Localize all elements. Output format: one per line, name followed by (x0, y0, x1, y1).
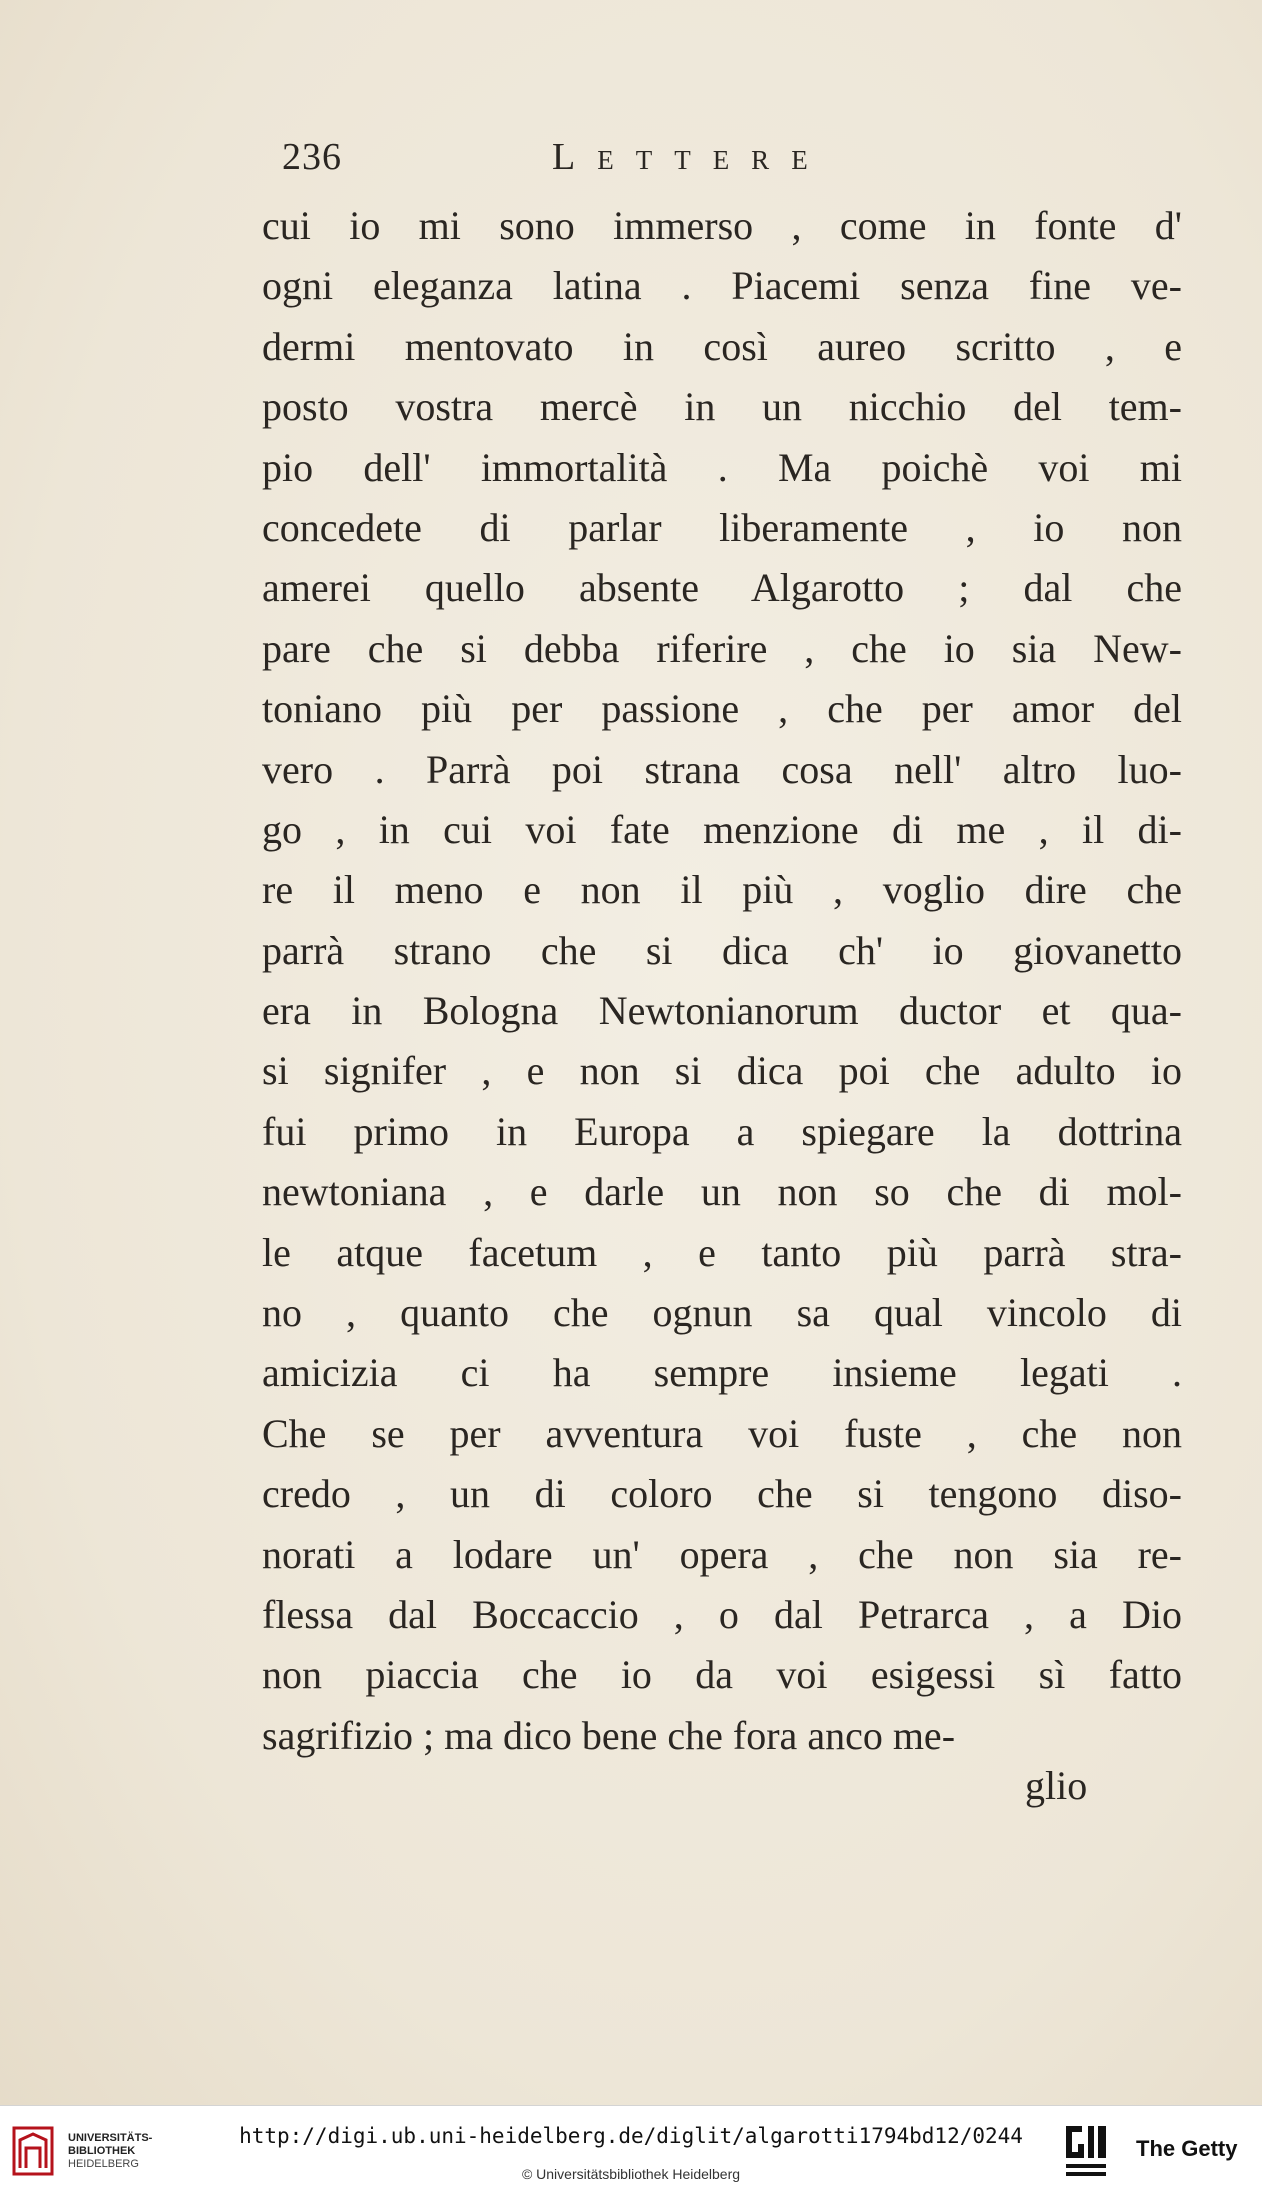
text-line: Che se per avventura voi fuste , che non (262, 1410, 1182, 1456)
text-line: si signifer , e non si dica poi che adulto io (262, 1048, 1182, 1094)
text-line: go , in cui voi fate menzione di me , il di- (262, 806, 1182, 852)
running-title: Lettere (552, 136, 830, 178)
getty-logo-icon[interactable] (1062, 2122, 1110, 2180)
page-number: 236 (282, 136, 342, 178)
permalink-url[interactable]: http://digi.ub.uni-heidelberg.de/diglit/algarotti1794bd12/0244 (239, 2124, 1023, 2148)
text-line: fui primo in Europa a spiegare la dottrina (262, 1108, 1182, 1154)
text-line: parrà strano che si dica ch' io giovanetto (262, 927, 1182, 973)
text-line: cui io mi sono immerso , come in fonte d' (262, 203, 1182, 248)
copyright-notice: © Universitätsbibliothek Heidelberg (521, 2166, 741, 2182)
text-line: pare che si debba riferire , che io sia New- (262, 625, 1182, 671)
library-name-line1: UNIVERSITÄTS- (68, 2132, 153, 2144)
text-line: sagrifizio ; ma dico bene che fora anco me- (262, 1712, 956, 1758)
text-line: toniano più per passione , che per amor del (262, 686, 1182, 732)
text-line: newtoniana , e darle un non so che di mol- (262, 1169, 1182, 1215)
text-line: ogni eleganza latina . Piacemi senza fine ve- (262, 263, 1182, 309)
text-line: re il meno e non il più , voglio dire che (262, 867, 1182, 913)
text-line: amerei quello absente Algarotto ; dal che (262, 565, 1182, 611)
text-line: vero . Parrà poi strana cosa nell' altro luo- (262, 746, 1182, 792)
letter-text (262, 196, 1182, 1766)
text-line: flessa dal Boccaccio , o dal Petrarca , a Dio (262, 1591, 1182, 1637)
text-line: era in Bologna Newtonianorum ductor et qua- (262, 988, 1182, 1034)
text-line: le atque facetum , e tanto più parrà stra- (262, 1229, 1182, 1275)
text-line: non piaccia che io da voi esigessi sì fatto (262, 1652, 1182, 1698)
text-line: posto vostra mercè in un nicchio del tem- (262, 384, 1182, 430)
text-line: amicizia ci ha sempre insieme legati . (262, 1350, 1182, 1396)
catchword: glio (1025, 1763, 1088, 1808)
library-name-line2: BIBLIOTHEK (68, 2145, 136, 2157)
library-name-line3: HEIDELBERG (68, 2158, 139, 2170)
text-line: no , quanto che ognun sa qual vincolo di (262, 1290, 1182, 1336)
text-line: concedete di parlar liberamente , io non (262, 504, 1182, 550)
text-line: pio dell' immortalità . Ma poichè voi mi (262, 444, 1182, 490)
text-line: norati a lodare un' opera , che non sia re- (262, 1531, 1182, 1577)
getty-label: The Getty (1136, 2136, 1238, 2161)
page-header (282, 135, 982, 195)
text-line: dermi mentovato in così aureo scritto , e (262, 323, 1182, 369)
viewer-footer (0, 2105, 1262, 2197)
text-line: credo , un di coloro che si tengono diso- (262, 1471, 1182, 1517)
